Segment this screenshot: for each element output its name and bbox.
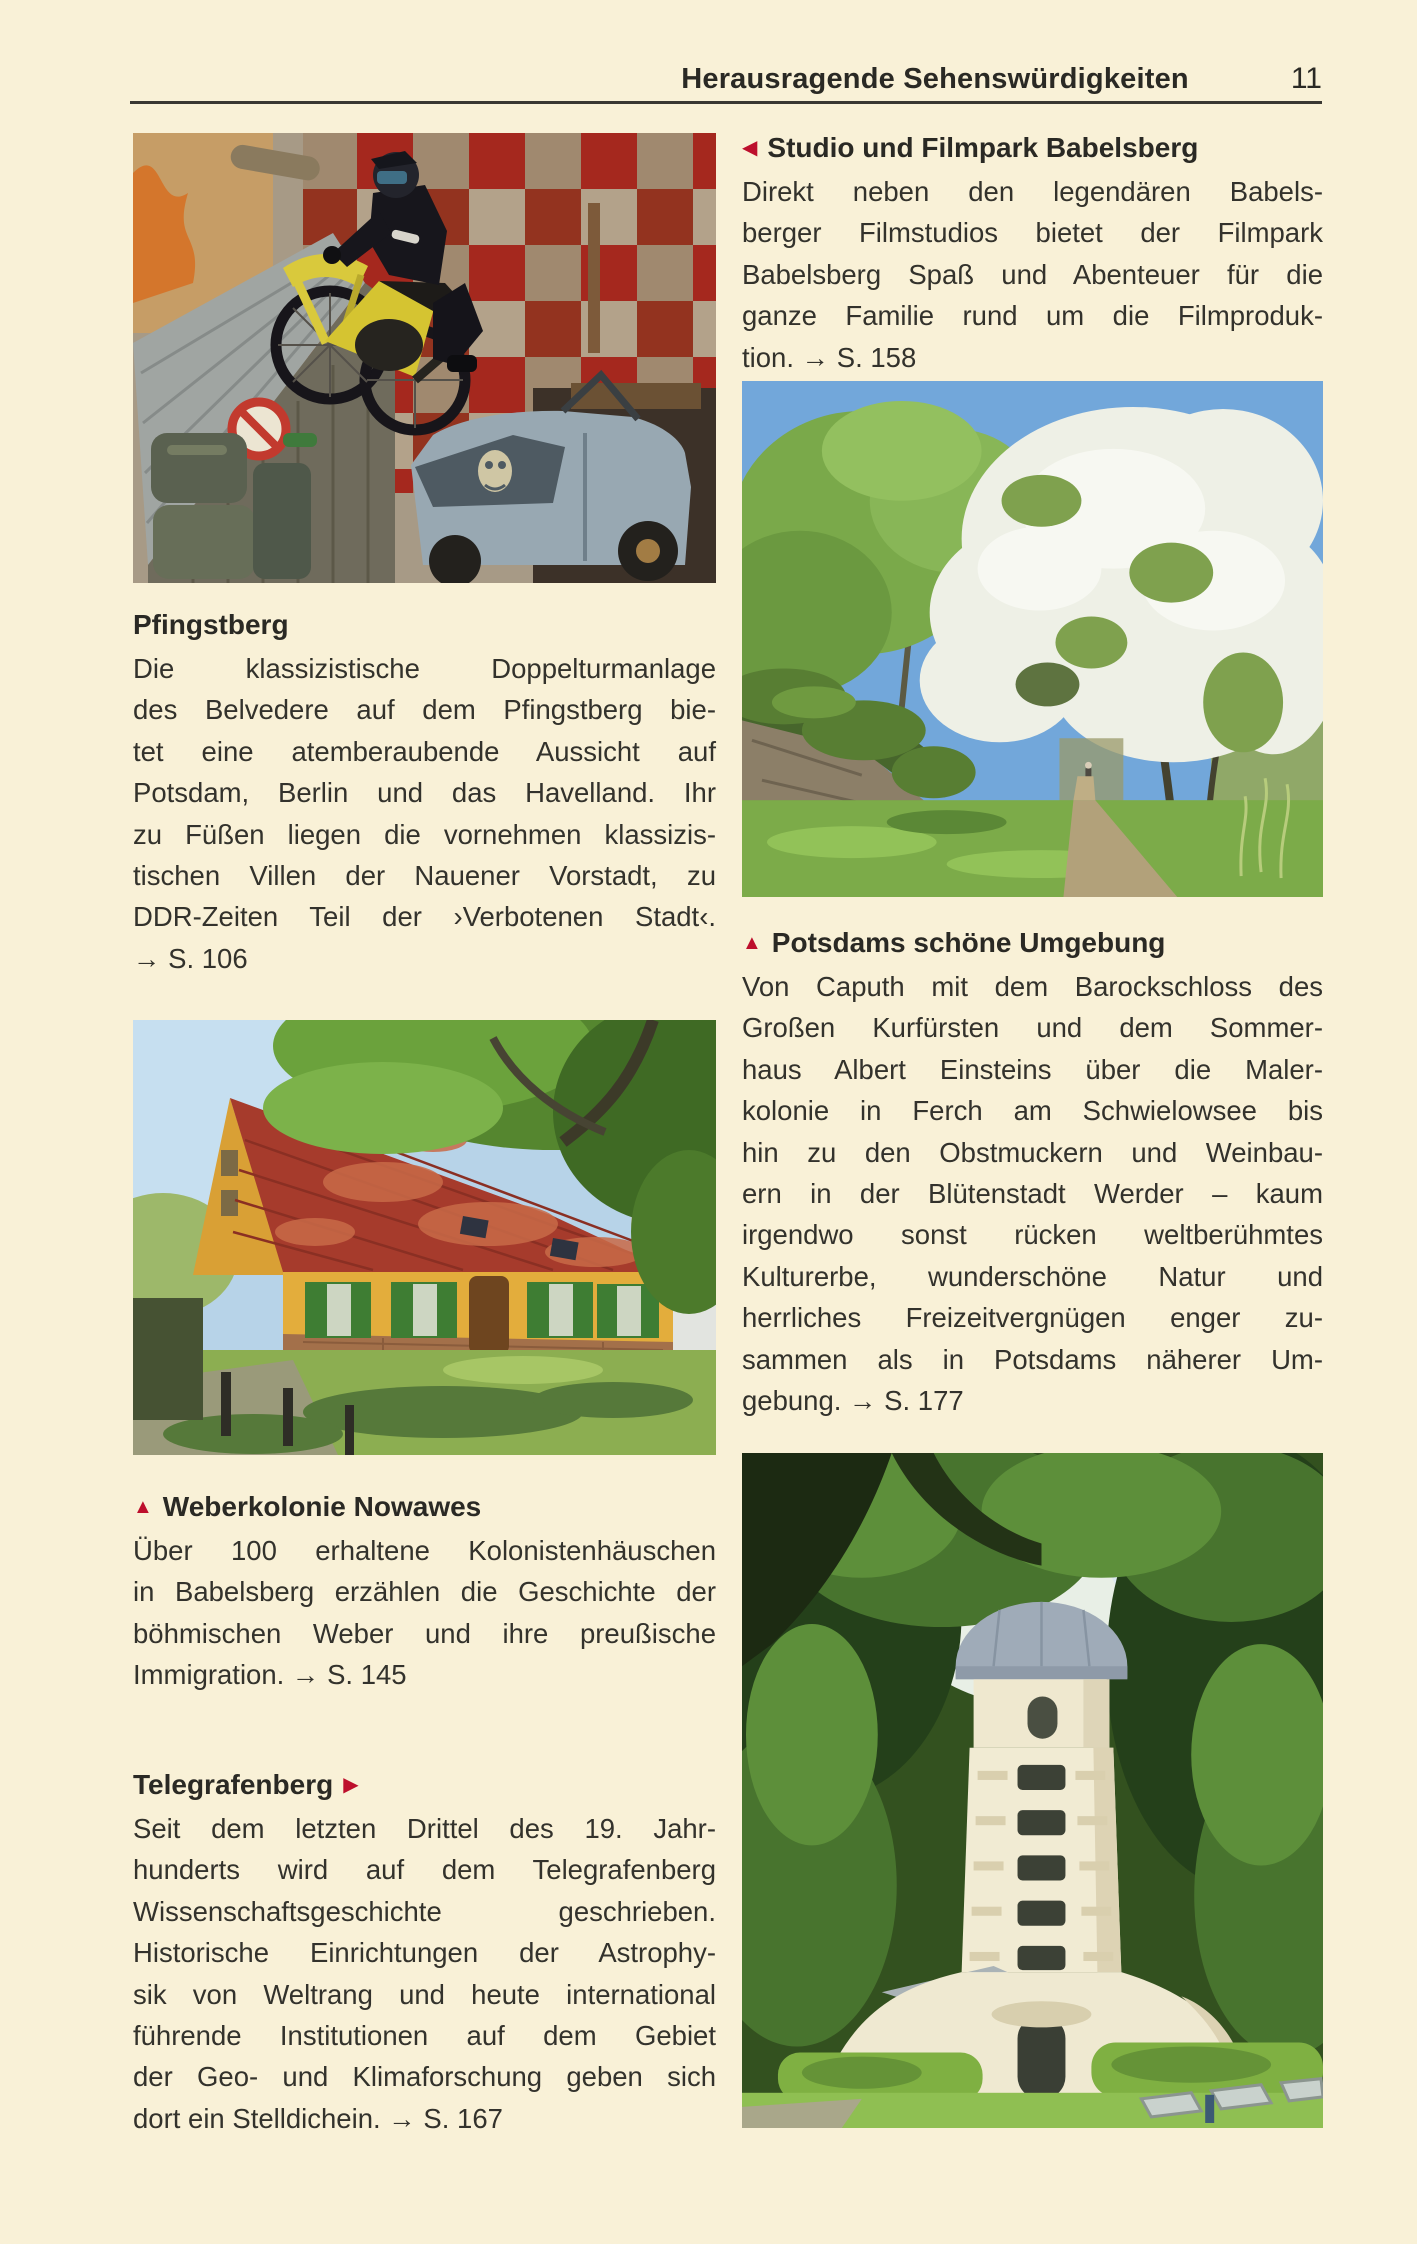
text-line: DDR-Zeiten Teil der ›Verbotenen Stadt‹. — [133, 901, 716, 933]
section-title: Studio und Filmpark Babelsberg — [767, 132, 1199, 163]
text-line: sik von Weltrang und heute international — [133, 1978, 716, 2010]
red-triangle-right-icon: ▶ — [343, 1774, 359, 1796]
section-heading-studio — [742, 130, 1323, 166]
page-title: Herausragende Sehenswürdigkeiten — [681, 63, 1189, 95]
text-line: → S. 106 — [133, 942, 248, 974]
text-line: kolonie in Ferch am Schwielowsee bis — [742, 1095, 1323, 1127]
text-line: Großen Kurfürsten und dem Sommer- — [742, 1012, 1323, 1044]
text-line: gebung. → S. 177 — [742, 1385, 964, 1417]
text-line: Direkt neben den legendären Babels- — [742, 176, 1323, 207]
text-line: Historische Einrichtungen der Astrophy- — [133, 1937, 716, 1969]
text-line: herrliches Freizeitvergnügen enger zu- — [742, 1302, 1323, 1334]
section-text-weberkolonie — [133, 1530, 716, 1696]
text-line: Kulturerbe, wunderschöne Natur und — [742, 1260, 1323, 1292]
section-title: Telegrafenberg — [133, 1769, 334, 1800]
text-line: des Belvedere auf dem Pfingstberg bie- — [133, 694, 716, 726]
text-line: böhmischen Weber und ihre preußische — [133, 1617, 716, 1649]
einstein-tower-photo — [742, 1453, 1323, 2128]
stunt-show-illustration — [133, 133, 716, 583]
text-line: ern in der Blütenstadt Werder – kaum — [742, 1178, 1323, 1210]
text-line: Babelsberg Spaß und Abenteuer für die — [742, 258, 1323, 290]
text-line: Wissenschaftsgeschichte geschrieben. — [133, 1895, 716, 1927]
text-line: berger Filmstudios bietet der Filmpark — [742, 217, 1323, 249]
page-header — [133, 62, 1322, 96]
text-line: hin zu den Obstmuckern und Weinbau- — [742, 1136, 1323, 1168]
header-rule — [130, 101, 1322, 104]
text-line: Die klassizistische Doppelturmanlage — [133, 653, 716, 684]
text-line: sammen als in Potsdams näherer Um- — [742, 1343, 1323, 1375]
section-text-telegrafenberg — [133, 1808, 716, 2139]
red-triangle-up-icon: ▲ — [133, 1496, 153, 1518]
text-line: der Geo- und Klimaforschung geben sich — [133, 2061, 716, 2093]
section-text-studio — [742, 171, 1323, 378]
text-line: Von Caputh mit dem Barockschloss des — [742, 971, 1323, 1002]
text-line: tion. → S. 158 — [742, 341, 917, 373]
weaver-house-photo — [133, 1020, 716, 1455]
section-heading-umgebung — [742, 925, 1323, 961]
einstein-tower-illustration — [742, 1453, 1323, 2128]
text-line: Immigration. → S. 145 — [133, 1659, 407, 1691]
text-line: zu Füßen liegen die vornehmen klassizis- — [133, 818, 716, 850]
blossom-path-illustration — [742, 381, 1323, 897]
section-title: Pfingstberg — [133, 609, 289, 640]
text-line: tischen Villen der Nauener Vorstadt, zu — [133, 860, 716, 892]
text-line: haus Albert Einsteins über die Maler- — [742, 1053, 1323, 1085]
text-line: Seit dem letzten Drittel des 19. Jahr- — [133, 1813, 716, 1844]
text-line: dort ein Stelldichein. → S. 167 — [133, 2102, 503, 2134]
section-heading-telegrafenberg — [133, 1767, 716, 1803]
stunt-show-photo — [133, 133, 716, 583]
text-line: Potsdam, Berlin und das Havelland. Ihr — [133, 777, 716, 809]
section-text-pfingstberg — [133, 648, 716, 979]
section-title: Weberkolonie Nowawes — [162, 1491, 482, 1522]
section-heading-pfingstberg — [133, 607, 716, 643]
section-title: Potsdams schöne Umgebung — [771, 927, 1166, 958]
text-line: ganze Familie rund um die Filmproduk- — [742, 300, 1323, 332]
section-heading-weberkolonie — [133, 1489, 716, 1525]
text-line: irgendwo sonst rücken weltberühmtes — [742, 1219, 1323, 1251]
blossom-path-photo — [742, 381, 1323, 897]
section-text-umgebung — [742, 966, 1323, 1421]
text-line: tet eine atemberaubende Aussicht auf — [133, 735, 716, 767]
red-triangle-left-icon: ◀ — [742, 137, 758, 159]
text-line: hunderts wird auf dem Telegrafenberg — [133, 1854, 716, 1886]
page-number: 11 — [1290, 62, 1322, 95]
text-line: Über 100 erhaltene Kolonistenhäuschen — [133, 1535, 716, 1566]
text-line: führende Institutionen auf dem Gebiet — [133, 2020, 716, 2052]
red-triangle-up-icon: ▲ — [742, 932, 762, 954]
weaver-house-illustration — [133, 1020, 716, 1455]
text-line: in Babelsberg erzählen die Geschichte der — [133, 1576, 716, 1608]
